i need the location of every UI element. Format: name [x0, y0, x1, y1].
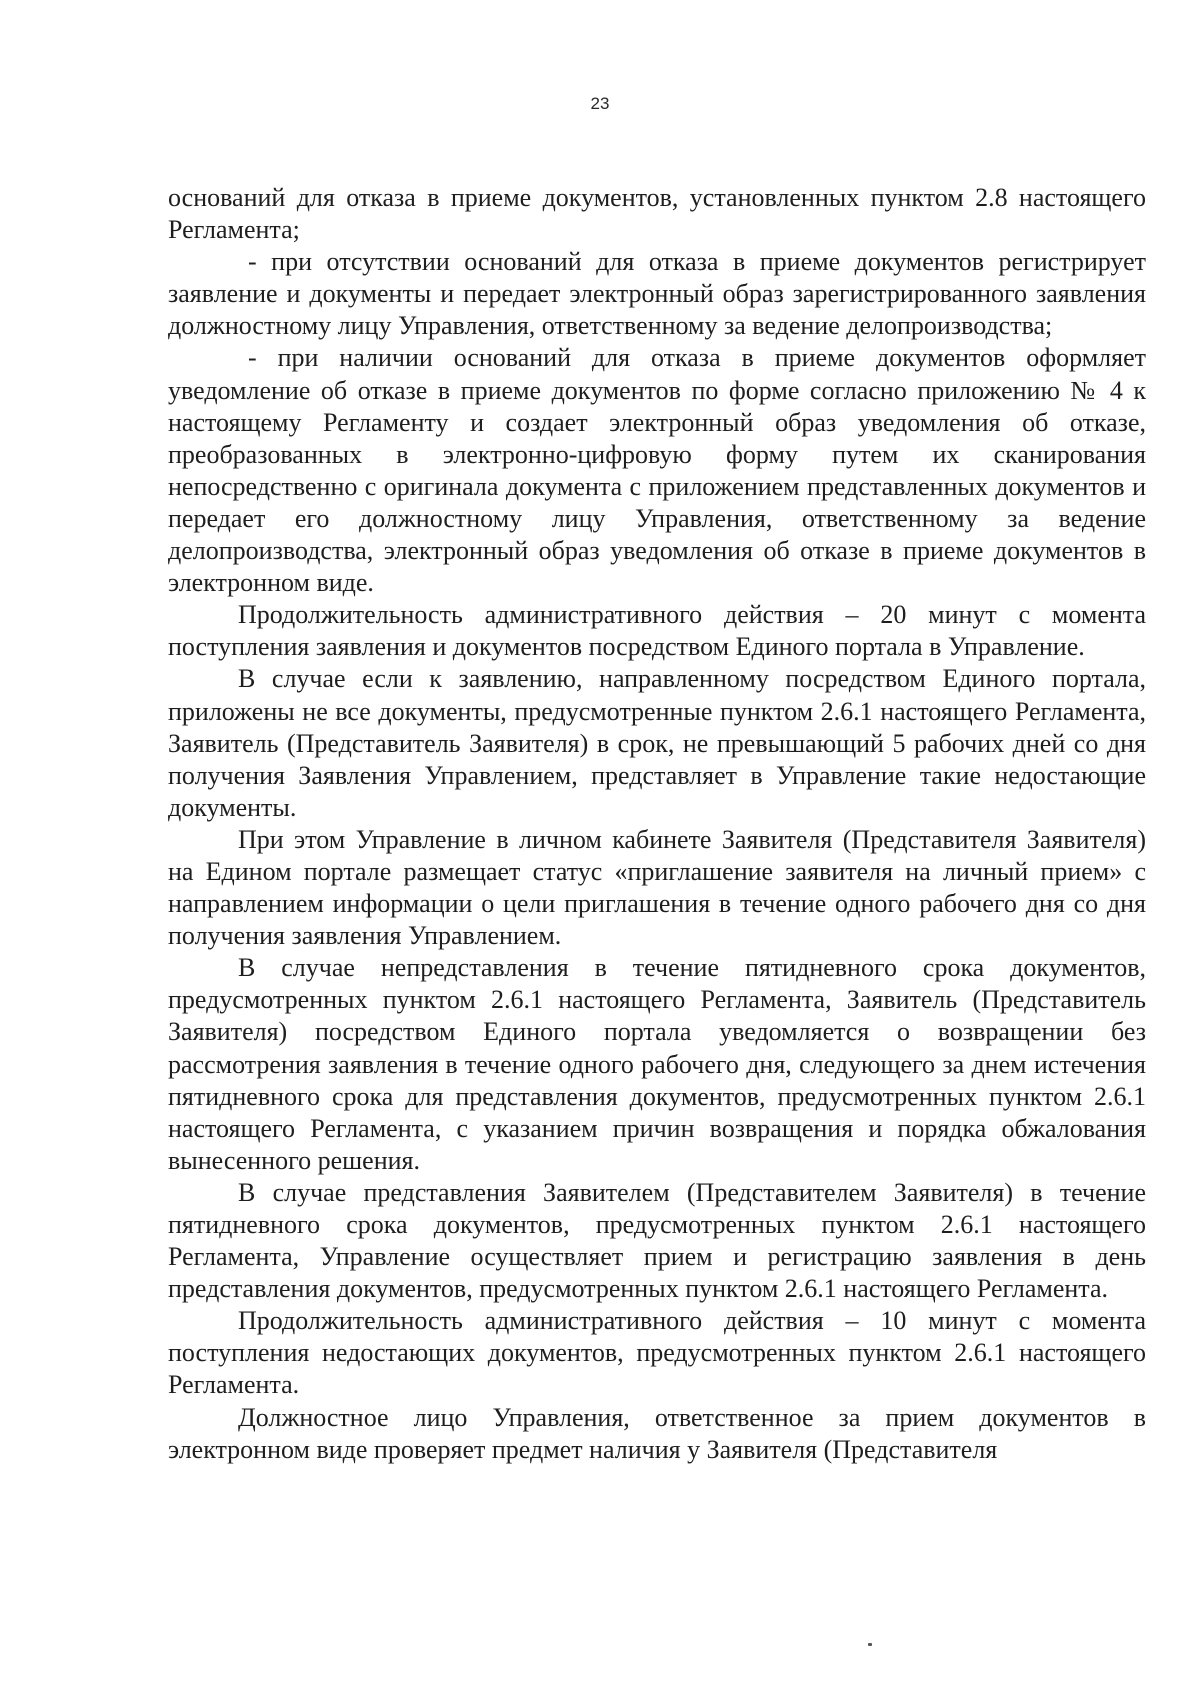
paragraph-continuation: оснований для отказа в приеме документов, установленных пунктом 2.8 настоящего Регламента; [168, 183, 1146, 245]
paragraph-submission: В случае представления Заявителем (Представителем Заявителя) в течение пятидневного срока документов, предусмотренных пунктом 2.6.1 настоящего Регламента, Управление осуществляет прием и регистрацию заявления в день представления документов, предусмотренных пунктом 2.6.1 настоящего Регламента. [168, 1177, 1146, 1304]
paragraph-list-item-register: - при отсутствии оснований для отказа в приеме документов регистрирует заявление и документы и передает электронный образ зарегистрированного заявления должностному лицу Управления, ответственному за ведение делопроизводства; [168, 247, 1146, 341]
paragraph-non-submission: В случае непредставления в течение пятидневного срока документов, предусмотренных пунктом 2.6.1 настоящего Регламента, Заявитель (Представитель Заявителя) посредством Единого портала уведомляется о возвращении без рассмотрения заявления в течение одного рабочего дня, следующего за днем истечения пятидневного срока для представления документов, предусмотренных пунктом 2.6.1 настоящего Регламента, с указанием причин возвращения и порядка обжалования вынесенного решения. [168, 953, 1146, 1175]
paragraph-official-check: Должностное лицо Управления, ответственное за прием документов в электронном виде проверяет предмет наличия у Заявителя (Представителя [168, 1402, 1146, 1464]
paragraph-missing-documents: В случае если к заявлению, направленному посредством Единого портала, приложены не все документы, предусмотренные пунктом 2.6.1 настоящего Регламента, Заявитель (Представитель Заявителя) в срок, не превышающий 5 рабочих дней со дня получения Заявления Управлением, представляет в Управление такие недостающие документы. [168, 664, 1146, 822]
paragraph-duration-10: Продолжительность административного действия – 10 минут с момента поступления недостающих документов, предусмотренных пунктом 2.6.1 настоящего Регламента. [168, 1306, 1146, 1400]
page-number: 23 [590, 94, 610, 113]
paragraph-invitation-status: При этом Управление в личном кабинете Заявителя (Представителя Заявителя) на Едином портале размещает статус «приглашение заявителя на личный прием» с направлением информации о цели приглашения в течение одного рабочего дня со дня получения заявления Управлением. [168, 824, 1146, 951]
paragraph-duration-20: Продолжительность административного действия – 20 минут с момента поступления заявления и документов посредством Единого портала в Управление. [168, 600, 1146, 662]
paragraph-list-item-refusal: - при наличии оснований для отказа в приеме документов оформляет уведомление об отказе в приеме документов по форме согласно приложению № 4 к настоящему Регламенту и создает электронный образ уведомления об отказе, преобразованных в электронно-цифровую форму путем их сканирования непосредственно с оригинала документа с приложением представленных документов и передает его должностному лицу Управления, ответственному за ведение делопроизводства, электронный образ уведомления об отказе в приеме документов в электронном виде. [168, 343, 1146, 598]
document-body [168, 182, 1146, 1466]
scan-artifact-dot [868, 1643, 872, 1646]
